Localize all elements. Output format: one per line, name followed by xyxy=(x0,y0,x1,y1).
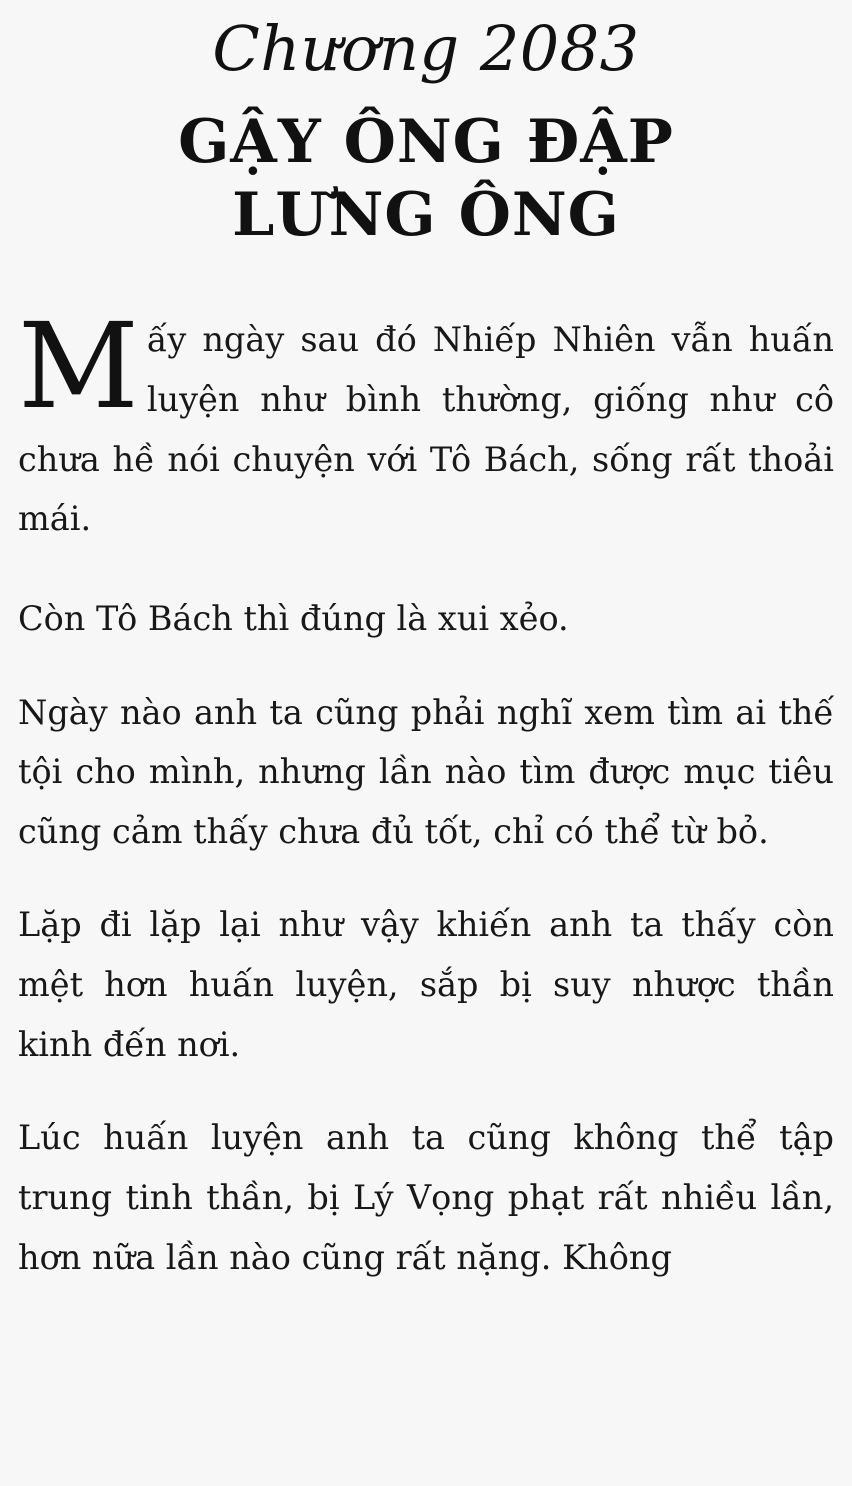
chapter-body xyxy=(18,297,834,1287)
chapter-title-line-2: LƯNG ÔNG xyxy=(232,180,620,251)
paragraph: Lúc huấn luyện anh ta cũng không thể tập trung tinh thần, bị Lý Vọng phạt rất nhiều lần, hơn nữa lần nào cũng rất nặng. Không xyxy=(18,1118,834,1277)
chapter-title xyxy=(18,106,834,252)
paragraph: Ngày nào anh ta cũng phải nghĩ xem tìm ai thế tội cho mình, nhưng lần nào tìm được mục tiêu cũng cảm thấy chưa đủ tốt, chỉ có thể từ bỏ. xyxy=(18,692,834,851)
chapter-title-line-1: GẬY ÔNG ĐẬP xyxy=(178,107,674,177)
paragraph: Lặp đi lặp lại như vậy khiến anh ta thấy còn mệt hơn huấn luyện, sắp bị suy nhược thần kinh đến nơi. xyxy=(18,905,834,1064)
paragraph: Mấy ngày sau đó Nhiếp Nhiên vẫn huấn luyện như bình thường, giống như cô chưa hề nói chuyện với Tô Bách, sống rất thoải mái. xyxy=(18,297,834,539)
paragraph: Còn Tô Bách thì đúng là xui xẻo. xyxy=(18,598,569,638)
chapter-number: Chương 2083 xyxy=(212,12,640,85)
reader-page xyxy=(0,10,852,1486)
